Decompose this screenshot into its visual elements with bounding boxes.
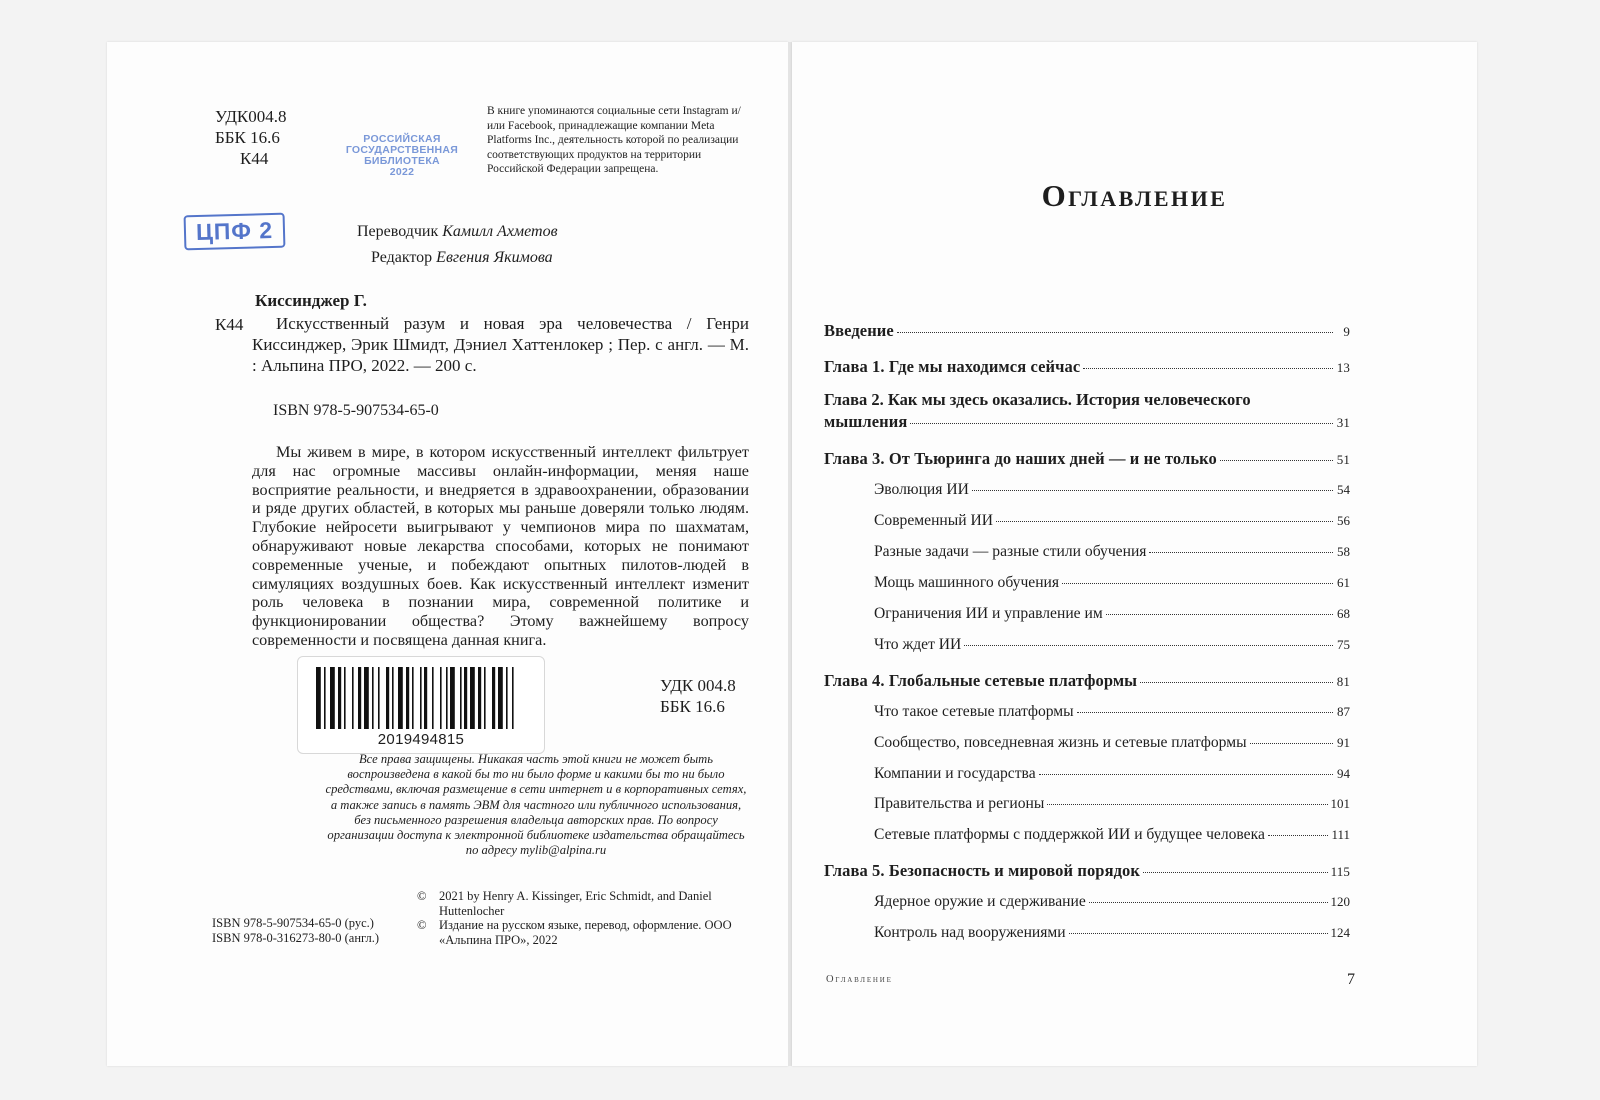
copyright-icon: © <box>417 889 427 903</box>
page-number: 7 <box>1347 971 1355 988</box>
barcode-bar <box>492 667 495 729</box>
toc-page-number: 87 <box>1337 704 1350 719</box>
left-page <box>107 42 788 1066</box>
toc-leader <box>1143 872 1328 873</box>
toc-label: Глава 5. Безопасность и мировой порядок <box>824 861 1140 880</box>
annotation: Мы живем в мире, в котором искусственный интеллект фильтрует для нас огромные массивы онлайн-информации, меняя наше восприятие реальности, и внедряется в здравоохранении, образовании и ряде других областей, в которых мы раньше доверяли только людям. Глубокие нейросети выигрывают у чемпионов мира по шахматам, обнаруживают новые лекарства способами, которых не понимают современные ученые, и побеждают опытных пилотов-людей в симуляциях воздушных боев. Как искусственный интеллект изменит роль человека в познании мира, современной политике и функционировании общества? Этому важнейшему вопросу современности и посвящена данная книга. <box>252 443 749 649</box>
barcode-bar <box>338 667 341 729</box>
toc-label: Сетевые платформы с поддержкой ИИ и будущее человека <box>874 826 1265 843</box>
toc-page-number: 13 <box>1336 360 1350 375</box>
toc-leader <box>1140 682 1333 683</box>
toc-chapter[interactable] <box>824 357 1350 377</box>
classification-codes-bottom <box>660 675 736 717</box>
toc-chapter[interactable] <box>824 671 1350 691</box>
editor-name: Евгения Якимова <box>436 249 553 266</box>
barcode-bar <box>498 667 503 729</box>
udk-code: УДК004.8 <box>215 107 287 126</box>
barcode-bar <box>378 667 380 729</box>
barcode-bar <box>324 667 326 729</box>
isbn-english: ISBN 978-0-316273-80-0 (англ.) <box>212 931 380 945</box>
toc-page-number: 75 <box>1337 637 1350 652</box>
toc-chapter[interactable] <box>824 412 1350 432</box>
barcode-bar <box>446 667 448 729</box>
toc-page-number: 54 <box>1337 482 1350 497</box>
toc-page-number: 120 <box>1330 894 1350 909</box>
toc-section[interactable] <box>874 826 1350 844</box>
rights-notice: Все права защищены. Никакая часть этой книги не может быть воспроизведена в какой бы то ни было форме и какими бы то ни было средствами, включая размещение в сети интернет и в корпоративных сетях, а также запись в память ЭВМ для частного или публичного использования, без письменного разрешения владельца авторских прав. По вопросу организации доступа к электронной библиотеке издательства обращайтесь по адресу mylib@alpina.ru <box>325 752 747 858</box>
toc-leader <box>1069 933 1328 934</box>
barcode-bar <box>432 667 434 729</box>
toc-page-number: 91 <box>1337 735 1350 750</box>
isbn-list <box>212 916 379 946</box>
toc-label: Современный ИИ <box>874 512 994 529</box>
barcode-bar <box>420 667 422 729</box>
toc-section[interactable] <box>874 636 1350 654</box>
toc-section[interactable] <box>874 893 1350 911</box>
barcode-bar <box>352 667 354 729</box>
barcode-bar <box>392 667 394 729</box>
toc-leader <box>1089 902 1328 903</box>
editor-line: Редактор Евгения Якимова <box>371 249 553 266</box>
copyright-block <box>417 889 752 947</box>
toc-chapter[interactable] <box>824 449 1350 469</box>
toc-leader <box>1268 835 1329 836</box>
classification-codes-top <box>215 106 287 169</box>
index-code: К44 <box>215 315 244 334</box>
barcode-number: 2019494815 <box>377 731 465 748</box>
barcode-bar <box>478 667 481 729</box>
barcode-bar <box>484 667 486 729</box>
toc-section[interactable] <box>874 512 1350 530</box>
toc-section[interactable] <box>874 605 1350 623</box>
barcode-icon <box>316 667 526 729</box>
credits <box>357 219 558 271</box>
barcode-bar <box>450 667 455 729</box>
toc-label: Введение <box>824 321 894 340</box>
toc-label: Глава 3. От Тьюринга до наших дней — и не только <box>824 449 1217 468</box>
toc-label: Контроль над вооружениями <box>874 924 1066 941</box>
bbk-code: ББК 16.6 <box>215 128 280 147</box>
barcode-bar <box>398 667 403 729</box>
toc-page-number: 101 <box>1330 796 1350 811</box>
toc-leader <box>1077 712 1333 713</box>
toc-leader <box>1062 583 1333 584</box>
toc-leader <box>897 332 1333 333</box>
book-spread <box>107 42 1477 1066</box>
toc-leader <box>1220 460 1333 461</box>
barcode-bar <box>470 667 475 729</box>
copyright-icon: © <box>417 918 427 933</box>
toc-page-number: 58 <box>1337 544 1350 559</box>
toc-label: Компании и государства <box>874 765 1036 782</box>
toc-section[interactable] <box>874 795 1350 813</box>
toc-label: Что такое сетевые платформы <box>874 703 1074 720</box>
library-stamp: РОССИЙСКАЯ ГОСУДАРСТВЕННАЯ БИБЛИОТЕКА 2022 <box>345 133 459 178</box>
social-network-notice: В книге упоминаются социальные сети Instagram и/или Facebook, принадлежащие компании Meta Platforms Inc., деятельность которой по реализации соответствующих продуктов на территории Российской Федерации запрещена. <box>487 105 741 175</box>
barcode-bar <box>406 667 409 729</box>
toc-label: Сообщество, повседневная жизнь и сетевые платформы <box>874 734 1247 751</box>
toc-chapter[interactable] <box>824 861 1350 881</box>
toc-leader <box>1083 368 1333 369</box>
toc-page-number: 115 <box>1330 864 1350 879</box>
copyright-line: © 2021 by Henry A. Kissinger, Eric Schmidt, and Daniel Huttenlocher <box>417 889 712 918</box>
toc-leader <box>1149 552 1333 553</box>
barcode-bar <box>364 667 369 729</box>
toc-label: Ядерное оружие и сдерживание <box>874 893 1086 910</box>
toc-section[interactable] <box>874 734 1350 752</box>
barcode-bar <box>316 667 321 729</box>
toc-chapter[interactable] <box>824 321 1350 341</box>
toc-leader <box>1106 614 1333 615</box>
toc-leader <box>964 645 1333 646</box>
translator-name: Камилл Ахметов <box>442 223 558 240</box>
toc-leader <box>1047 804 1327 805</box>
toc-page-number: 31 <box>1336 415 1350 430</box>
toc-label: Что ждет ИИ <box>874 636 962 653</box>
barcode-bar <box>424 667 427 729</box>
toc-page-number: 81 <box>1336 674 1350 689</box>
barcode-bar <box>372 667 374 729</box>
toc-section[interactable] <box>874 481 1350 499</box>
toc-leader <box>1250 743 1333 744</box>
udk-code-bottom: УДК 004.8 <box>660 676 736 695</box>
barcode-bar <box>344 667 346 729</box>
barcode-bar <box>506 667 508 729</box>
cpf-stamp: ЦПФ 2 <box>184 213 286 251</box>
toc-label: Глава 1. Где мы находимся сейчас <box>824 357 1081 376</box>
toc-section[interactable] <box>874 703 1350 721</box>
toc-section[interactable] <box>874 765 1350 783</box>
toc-page-number: 61 <box>1337 575 1350 590</box>
toc-label: Правительства и регионы <box>874 795 1045 812</box>
toc-title: Оглавление <box>1041 178 1228 213</box>
bibliographic-record: Искусственный разум и новая эра человечества / Генри Киссинджер, Эрик Шмидт, Дэниел Хаттенлокер ; Пер. с англ. — М. : Альпина ПРО, 2022. — 200 с. <box>252 314 749 375</box>
author-heading: Киссинджер Г. <box>255 291 367 310</box>
toc-leader <box>910 423 1333 424</box>
toc-label: Эволюция ИИ <box>874 481 969 498</box>
author-mark: К44 <box>240 149 269 168</box>
toc-chapter-label: Глава 2. Как мы здесь оказались. История человеческого <box>824 390 1251 409</box>
copyright-line: © Издание на русском языке, перевод, оформление. ООО «Альпина ПРО», 2022 <box>417 918 732 947</box>
toc-section[interactable] <box>874 574 1350 592</box>
toc-leader <box>996 521 1333 522</box>
toc-page-number: 51 <box>1336 452 1350 467</box>
barcode-bar <box>330 667 335 729</box>
bbk-code-bottom: ББК 16.6 <box>660 697 725 716</box>
toc-page-number: 124 <box>1330 925 1350 940</box>
toc-page-number: 56 <box>1337 513 1350 528</box>
toc-page-number: 94 <box>1337 766 1350 781</box>
barcode-bar <box>464 667 467 729</box>
toc-page-number: 111 <box>1331 827 1350 842</box>
running-footer: Оглавление <box>826 974 893 985</box>
toc-label: Мощь машинного обучения <box>874 574 1060 591</box>
toc-page-number: 68 <box>1337 606 1350 621</box>
toc-label: мышления <box>824 412 908 431</box>
toc-leader <box>1039 774 1333 775</box>
barcode-bar <box>358 667 361 729</box>
barcode-sticker <box>297 656 545 754</box>
toc-label: Ограничения ИИ и управление им <box>874 605 1103 622</box>
right-page <box>792 42 1477 1066</box>
toc-page-number: 9 <box>1343 324 1350 339</box>
table-of-contents <box>824 42 1450 1042</box>
toc-label: Глава 4. Глобальные сетевые платформы <box>824 671 1138 690</box>
bleed-through-text <box>219 177 579 207</box>
toc-label: Разные задачи — разные стили обучения <box>874 543 1147 560</box>
toc-section[interactable] <box>874 924 1350 942</box>
toc-leader <box>972 490 1333 491</box>
isbn-russian: ISBN 978-5-907534-65-0 (рус.) <box>212 916 374 930</box>
translator-line: Переводчик Камилл Ахметов <box>357 223 558 240</box>
barcode-bar <box>460 667 462 729</box>
barcode-bar <box>512 667 514 729</box>
barcode-bar <box>412 667 414 729</box>
toc-section[interactable] <box>874 543 1350 561</box>
barcode-bar <box>440 667 442 729</box>
isbn-main: ISBN 978-5-907534-65-0 <box>273 402 439 419</box>
barcode-bar <box>386 667 389 729</box>
